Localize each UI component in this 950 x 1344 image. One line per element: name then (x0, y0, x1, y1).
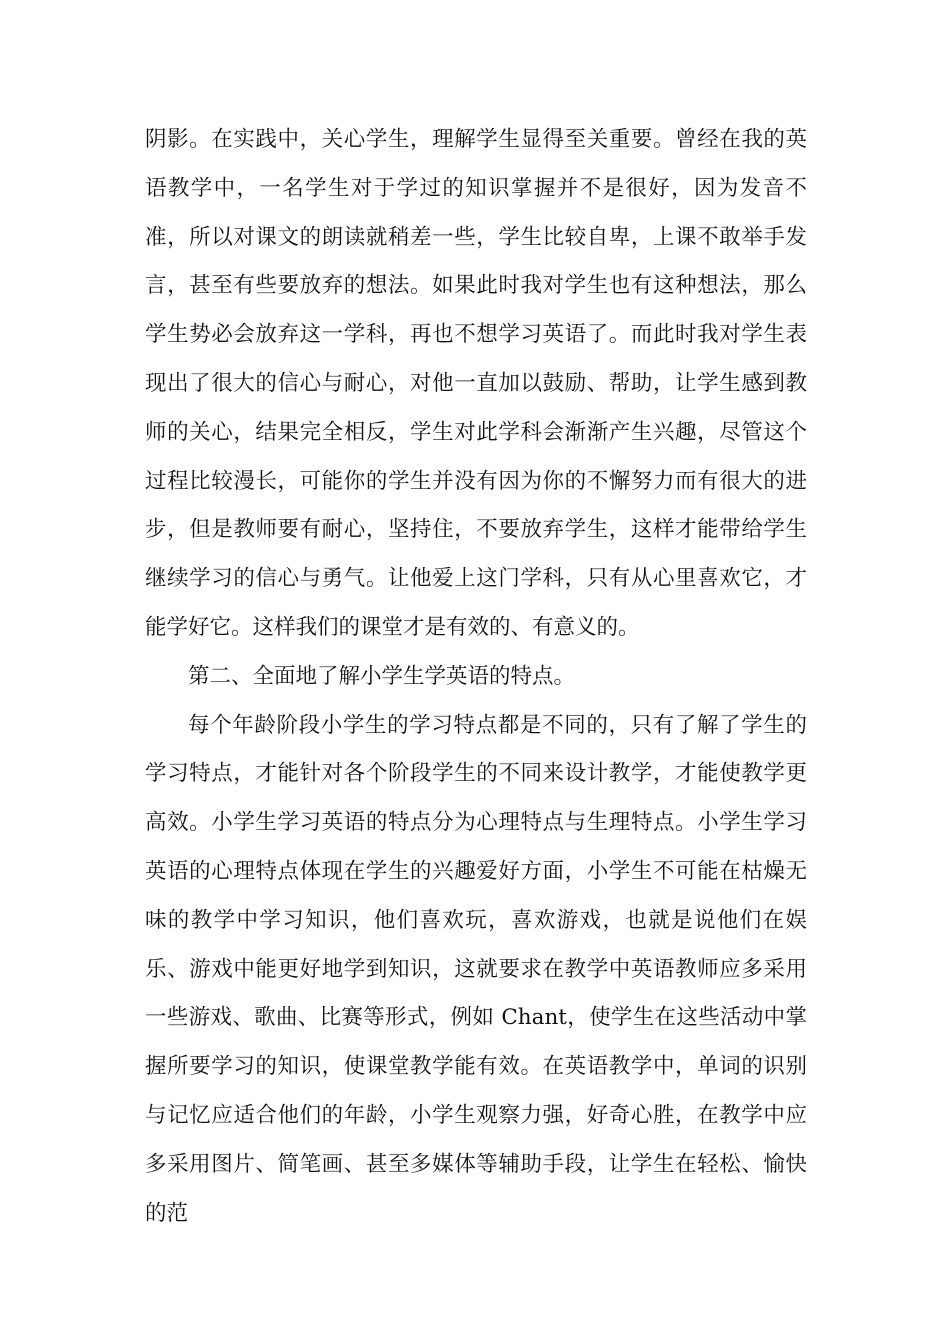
paragraph-body: 每个年龄阶段小学生的学习特点都是不同的，只有了解了学生的学习特点，才能针对各个阶段学生的不同来设计教学，才能使教学更高效。小学生学习英语的特点分为心理特点与生理特点。小学生学习英语的心理特点体现在学生的兴趣爱好方面，小学生不可能在枯燥无味的教学中学习知识，他们喜欢玩，喜欢游戏，也就是说他们在娱乐、游戏中能更好地学到知识，这就要求在教学中英语教师应多采用一些游戏、歌曲、比赛等形式，例如 Chant，使学生在这些活动中掌握所要学习的知识，使课堂教学能有效。在英语教学中，单词的识别与记忆应适合他们的年龄，小学生观察力强，好奇心胜，在教学中应多采用图片、简笔画、甚至多媒体等辅助手段，让学生在轻松、愉快的范 (145, 712, 807, 1226)
document-body (145, 116, 807, 1238)
paragraph-continuation: 阴影。在实践中，关心学生，理解学生显得至关重要。曾经在我的英语教学中，一名学生对于学过的知识掌握并不是很好，因为发音不准，所以对课文的朗读就稍差一些，学生比较自卑，上课不敢举手发言，甚至有些要放弃的想法。如果此时我对学生也有这种想法，那么学生势必会放弃这一学科，再也不想学习英语了。而此时我对学生表现出了很大的信心与耐心，对他一直加以鼓励、帮助，让学生感到教师的关心，结果完全相反，学生对此学科会渐渐产生兴趣，尽管这个过程比较漫长，可能你的学生并没有因为你的不懈努力而有很大的进步，但是教师要有耐心，坚持住，不要放弃学生，这样才能带给学生继续学习的信心与勇气。让他爱上这门学科，只有从心里喜欢它，才能学好它。这样我们的课堂才是有效的、有意义的。 (145, 127, 807, 640)
paragraph-section-heading: 第二、全面地了解小学生学英语的特点。 (188, 663, 576, 689)
